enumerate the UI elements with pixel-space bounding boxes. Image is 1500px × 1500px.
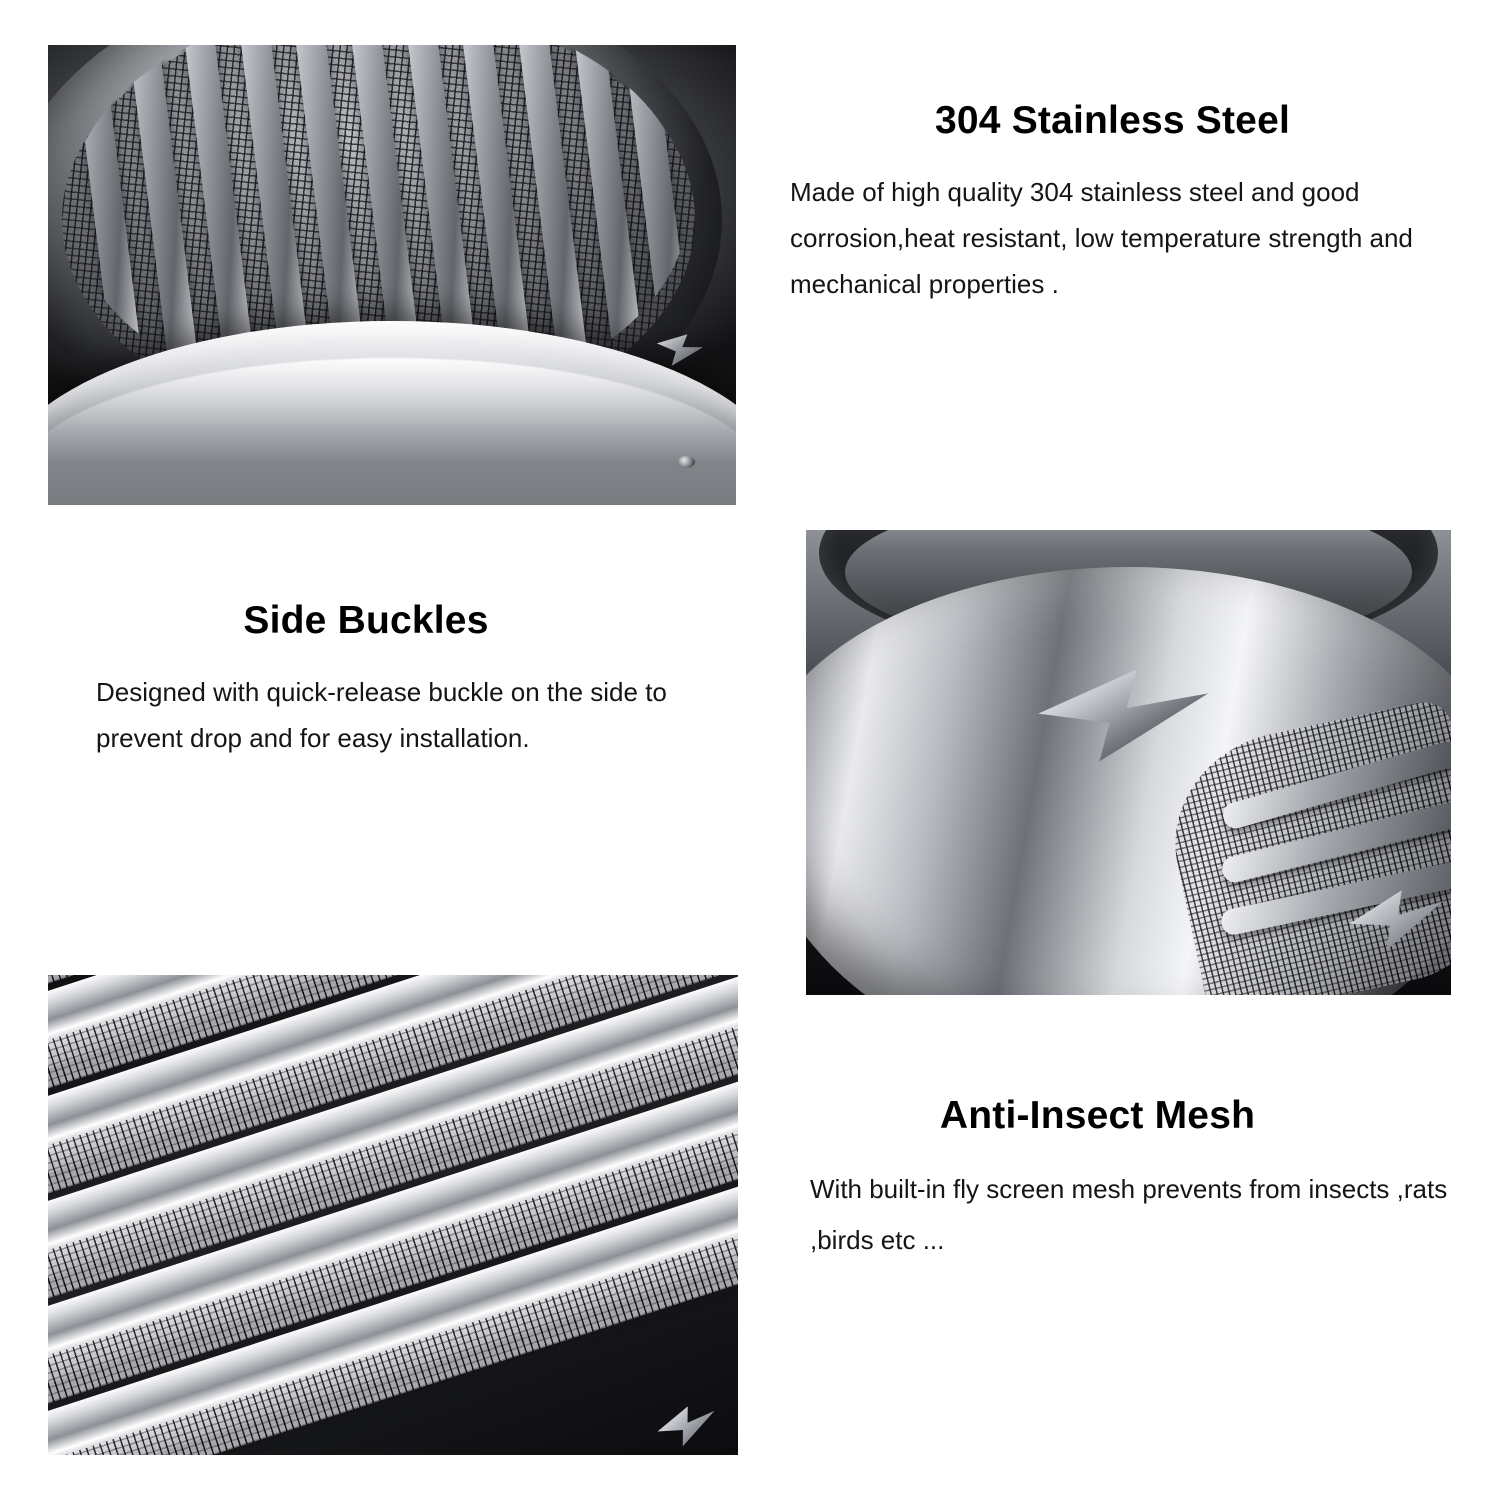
feature-title-stainless-steel: 304 Stainless Steel [934, 99, 1290, 142]
mesh-photo [48, 975, 738, 1455]
feature-title-anti-insect: Anti-Insect Mesh [939, 1094, 1256, 1137]
screw-hole [677, 456, 695, 468]
feature-title-side-buckles: Side Buckles [243, 599, 489, 642]
feature-image-anti-insect [48, 975, 738, 1455]
vent-photo-top [48, 45, 736, 505]
feature-image-stainless-steel [48, 45, 736, 505]
feature-body-anti-insect: With built-in fly screen mesh prevents from insects ,rats ,birds etc ... [810, 1173, 1448, 1255]
feature-image-side-buckles [806, 530, 1451, 995]
feature-body-side-buckles: Designed with quick-release buckle on the side to prevent drop and for easy installation. [96, 676, 667, 754]
feature-text-side-buckles [96, 600, 696, 761]
feature-text-anti-insect [810, 1095, 1460, 1265]
buckle-photo [806, 530, 1451, 995]
feature-text-stainless-steel [790, 100, 1445, 308]
feature-body-stainless-steel: Made of high quality 304 stainless steel and good corrosion,heat resistant, low temperature strength and mechanical properties . [790, 176, 1413, 300]
